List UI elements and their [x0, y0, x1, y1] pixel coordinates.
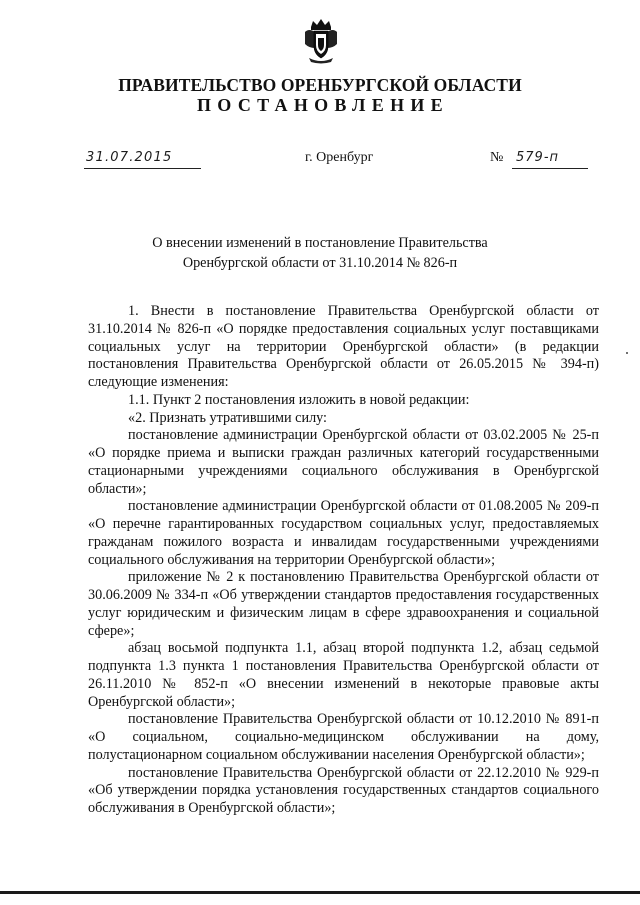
- doc-subject-line: Оренбургской области от 31.10.2014 № 826-п: [182, 255, 458, 271]
- page-bottom-rule: [0, 891, 640, 894]
- doc-number-label: №: [490, 150, 504, 165]
- doc-number: 579-п: [512, 149, 588, 169]
- doc-date: 31.07.2015: [84, 149, 201, 169]
- doc-subject-line: О внесении изменений в постановление Правительства: [152, 235, 488, 251]
- doc-city: г. Оренбург: [305, 150, 374, 165]
- body-paragraph: постановление администрации Оренбургской области от 01.08.2005 № 209-п «О перечне гарантированных государством социальных услуг, предоставляемых гражданам пожилого возраста и инвалидам государственными учреждениями социального обслуживания на территории Оренбургской области»;: [88, 498, 599, 568]
- scan-speck: [626, 352, 628, 354]
- body-paragraph: 1. Внести в постановление Правительства Оренбургской области от 31.10.2014 № 826-п «О порядке предоставления социальных услуг поставщиками социальных услуг на территории Оренбургской области» (в редакции постановления Правительства Оренбургской области от 26.05.2015 № 394-п) следующие изменения:: [88, 303, 599, 390]
- body-paragraph: приложение № 2 к постановлению Правительства Оренбургской области от 30.06.2009 № 334-п «Об утверждении стандартов предоставления государственных услуг юридическим и физическим лицам в сфере здравоохранения и социальной сфере»;: [88, 569, 599, 639]
- body-paragraph: постановление Правительства Оренбургской области от 22.12.2010 № 929-п «Об утверждении порядка установления государственных стандартов социального обслуживания в Оренбургской области»;: [88, 764, 599, 816]
- org-title: ПРАВИТЕЛЬСТВО ОРЕНБУРГСКОЙ ОБЛАСТИ: [118, 75, 522, 95]
- body-paragraph: абзац восьмой подпункта 1.1, абзац второй подпункта 1.2, абзац седьмой подпункта 1.3 пункта 1 постановления Правительства Оренбургской области от 26.11.2010 № 852-п «О внесении изменений в некоторые правовые акты Оренбургской области»;: [88, 640, 599, 710]
- body-paragraph: постановление Правительства Оренбургской области от 10.12.2010 № 891-п «О социальном, социально-медицинском обслуживании на дому, полустационарном социальном обслуживании населения Оренбургской области»;: [88, 711, 599, 763]
- doc-body: [88, 303, 599, 818]
- body-paragraph: «2. Признать утратившими силу:: [128, 409, 327, 426]
- coat-of-arms-icon: [303, 18, 339, 64]
- doc-type-title: ПОСТАНОВЛЕНИЕ: [197, 95, 449, 115]
- body-paragraph: постановление администрации Оренбургской области от 03.02.2005 № 25-п «О порядке приема и выписки граждан различных категорий государственными стационарными учреждениями социального обслуживания в Оренбургской области»;: [88, 427, 599, 497]
- body-paragraph: 1.1. Пункт 2 постановления изложить в новой редакции:: [128, 391, 470, 408]
- doc-subject: [0, 233, 640, 273]
